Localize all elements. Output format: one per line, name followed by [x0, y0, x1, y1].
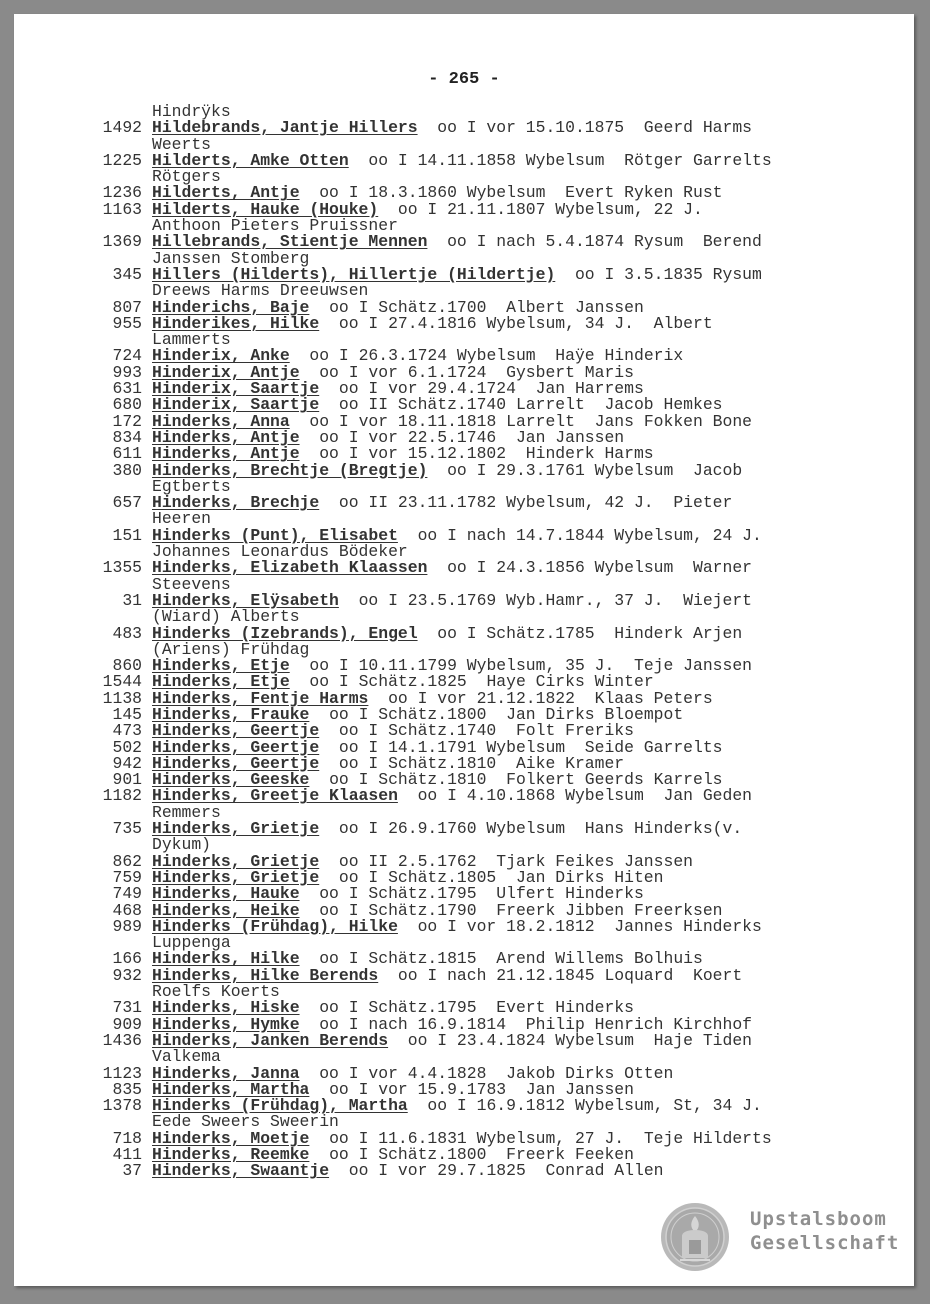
- entry-text: [152, 788, 752, 804]
- entry-number: 1236: [102, 183, 142, 203]
- entry-person-name: Hinderks, Swaantje: [152, 1161, 330, 1181]
- entry-person-name: Hilderts, Antje: [152, 183, 300, 203]
- entry-number: 1225: [102, 150, 142, 170]
- entry-number: 473: [112, 721, 142, 741]
- society-name-line1: Upstalsboom: [750, 1208, 887, 1230]
- entry-person-name: Hinderks, Hilke Berends: [152, 965, 379, 985]
- entry-number: 657: [112, 493, 142, 513]
- seal-icon: [660, 1202, 730, 1272]
- entry-marriage-details: oo I 10.11.1799 Wybelsum, 35 J. Teje Janssen: [289, 656, 753, 676]
- entry-person-name: Hinderks, Elÿsabeth: [152, 590, 339, 610]
- entry-marriage-details: Janssen Stomberg: [152, 248, 310, 268]
- entry-marriage-details: Anthoon Pieters Pruissner: [152, 216, 398, 236]
- entry-marriage-details: oo I nach 14.7.1844 Wybelsum, 24 J.: [397, 525, 762, 545]
- entry-number: 993: [112, 362, 142, 382]
- entry-number: 411: [112, 1145, 142, 1164]
- entry-number: 901: [112, 770, 142, 790]
- entry-number: 932: [112, 965, 142, 985]
- entry-marriage-details: oo II Schätz.1740 Larrelt Jacob Hemkes: [319, 395, 723, 415]
- entry-marriage-details: oo I Schätz.1790 Freerk Jibben Freerksen: [299, 900, 723, 920]
- entry-number: 834: [112, 427, 142, 447]
- entry-person-name: Hinderks, Hiske: [152, 998, 300, 1018]
- entry-text: [152, 460, 743, 480]
- entry-number: 631: [112, 379, 142, 399]
- entry-person-name: Hinderks, Geeske: [152, 770, 310, 790]
- entry-marriage-details: Roelfs Koerts: [152, 982, 280, 1002]
- entry-marriage-details: oo I 27.4.1816 Wybelsum, 34 J. Albert: [319, 313, 713, 333]
- entry-person-name: Hinderks, Grietje: [152, 867, 320, 887]
- entry-person-name: Hinderks (Punt), Elisabet: [152, 525, 398, 545]
- entry-person-name: Hinderix, Antje: [152, 362, 300, 382]
- entry-person-name: Hinderks (Frühdag), Hilke: [152, 916, 398, 936]
- page-number: - 265 -: [428, 70, 500, 89]
- entry-person-name: Hinderks, Etje: [152, 656, 290, 676]
- entry-number: 1355: [102, 558, 142, 578]
- entry-person-name: Hinderks, Etje: [152, 672, 290, 692]
- entry-marriage-details: oo I Schätz.1825 Haye Cirks Winter: [289, 672, 654, 692]
- entry-person-name: Hinderks (Izebrands), Engel: [152, 623, 418, 643]
- entry-marriage-details: oo I nach 5.4.1874 Rysum Berend: [427, 232, 762, 252]
- entry-marriage-details: Weerts: [152, 134, 212, 154]
- entry-person-name: Hinderks, Grietje: [152, 851, 320, 871]
- entry-person-name: Hinderks, Moetje: [152, 1128, 310, 1148]
- entry-marriage-details: Valkema: [152, 1047, 221, 1067]
- entry-number: 862: [112, 851, 142, 871]
- entry-person-name: Hinderks, Geertje: [152, 737, 320, 757]
- entry-text: [152, 1030, 753, 1050]
- entry-number: 759: [112, 867, 142, 887]
- entry-number: 749: [112, 884, 142, 904]
- entry-person-name: Hildebrands, Jantje Hillers: [152, 118, 418, 138]
- entry-text: [152, 150, 772, 170]
- entry-marriage-details: oo I vor 18.11.1818 Larrelt Jans Fokken Bone: [289, 411, 753, 431]
- entry-marriage-details: oo I nach 16.9.1814 Philip Henrich Kirchhof: [299, 1014, 753, 1034]
- entry-marriage-details: oo I vor 6.1.1724 Gysbert Maris: [299, 362, 634, 382]
- entry-marriage-details: oo I Schätz.1740 Folt Freriks: [319, 721, 634, 741]
- entry-number: 718: [112, 1128, 142, 1148]
- entry-text: [152, 495, 732, 511]
- entry-number: 1544: [102, 672, 142, 692]
- entry-marriage-details: oo I 4.10.1868 Wybelsum Jan Geden: [397, 786, 753, 806]
- entry-number: 1163: [102, 199, 142, 219]
- entry-marriage-details: Dreews Harms Dreeuwsen: [152, 281, 369, 301]
- entry-marriage-details: oo I nach 21.12.1845 Loquard Koert: [378, 965, 743, 985]
- entry-person-name: Hinderks, Brechje: [152, 493, 320, 513]
- entry-person-name: Hinderks, Geertje: [152, 721, 320, 741]
- entry-number: 1492: [102, 118, 142, 138]
- entry-marriage-details: Rötgers: [152, 167, 221, 187]
- entry-marriage-details: oo II 2.5.1762 Tjark Feikes Janssen: [319, 851, 693, 871]
- entry-number: 909: [112, 1014, 142, 1034]
- entry-text: [152, 916, 762, 936]
- entry-text: [152, 821, 742, 837]
- entry-marriage-details: oo I 26.3.1724 Wybelsum Haÿe Hinderix: [289, 346, 684, 366]
- entry-number: 860: [112, 656, 142, 676]
- entry-marriage-details: Johannes Leonardus Bödeker: [152, 542, 408, 562]
- entry-marriage-details: oo I 11.6.1831 Wybelsum, 27 J. Teje Hilderts: [309, 1128, 772, 1148]
- entry-marriage-details: Hindrÿks: [152, 102, 231, 121]
- entry-number: 1436: [102, 1030, 142, 1050]
- entry-number: 680: [112, 395, 142, 415]
- entry-number: 955: [112, 313, 142, 333]
- entry-person-name: Hinderix, Anke: [152, 346, 290, 366]
- entry-marriage-details: oo I Schätz.1800 Freerk Feeken: [309, 1145, 634, 1164]
- entry-marriage-details: Dykum): [152, 835, 212, 855]
- entry-person-name: Hinderks, Geertje: [152, 753, 320, 773]
- entry-marriage-details: oo I 14.1.1791 Wybelsum Seide Garrelts: [319, 737, 723, 757]
- entry-person-name: Hilderts, Hauke (Houke): [152, 199, 379, 219]
- entry-person-name: Hinderks, Grietje: [152, 819, 320, 839]
- entry-person-name: Hinderks, Fentje Harms: [152, 688, 369, 708]
- entry-marriage-details: oo I 24.3.1856 Wybelsum Warner: [427, 558, 753, 578]
- entry-marriage-details: Eede Sweers Sweerin: [152, 1112, 339, 1132]
- entry-person-name: Hinderks, Elizabeth Klaassen: [152, 558, 428, 578]
- entry-person-name: Hinderks, Antje: [152, 427, 300, 447]
- entry-marriage-details: oo I 14.11.1858 Wybelsum Rötger Garrelts: [348, 150, 772, 170]
- entry-marriage-details: oo I Schätz.1795 Ulfert Hinderks: [299, 884, 644, 904]
- entry-person-name: Hinderks, Antje: [152, 444, 300, 464]
- entry-number: 468: [112, 900, 142, 920]
- entry-marriage-details: oo I Schätz.1810 Aike Kramer: [319, 753, 625, 773]
- entry-person-name: Hinderks, Frauke: [152, 704, 310, 724]
- entry-marriage-details: oo I vor 15.9.1783 Jan Janssen: [309, 1079, 634, 1099]
- entry-text: [152, 560, 752, 576]
- entry-text: [152, 120, 752, 136]
- entry-number: 37: [122, 1161, 142, 1181]
- entry-marriage-details: Heeren: [152, 509, 212, 529]
- entry-number: 731: [112, 998, 142, 1018]
- entry-person-name: Hinderks, Hymke: [152, 1014, 300, 1034]
- entry-person-name: Hinderikes, Hilke: [152, 313, 320, 333]
- entry-marriage-details: oo I 18.3.1860 Wybelsum Evert Ryken Rust: [299, 183, 723, 203]
- entry-marriage-details: Remmers: [152, 802, 221, 822]
- entry-person-name: Hinderks, Brechtje (Bregtje): [152, 460, 428, 480]
- entry-person-name: Hinderix, Saartje: [152, 379, 320, 399]
- entry-number: 166: [112, 949, 142, 969]
- entry-person-name: Hinderks, Anna: [152, 411, 290, 431]
- entry-text: [152, 313, 713, 333]
- entry-marriage-details: oo I vor 29.7.1825 Conrad Allen: [329, 1161, 664, 1181]
- entry-marriage-details: oo I vor 4.4.1828 Jakob Dirks Otten: [299, 1063, 674, 1083]
- entry-number: 1138: [102, 688, 142, 708]
- entry-person-name: Hinderichs, Baje: [152, 297, 310, 317]
- entry-marriage-details: oo I 21.11.1807 Wybelsum, 22 J.: [378, 199, 703, 219]
- entry-person-name: Hinderks, Janna: [152, 1063, 300, 1083]
- entry-marriage-details: Lammerts: [152, 330, 231, 350]
- entry-person-name: Hinderks, Hilke: [152, 949, 300, 969]
- entry-marriage-details: oo I vor 29.4.1724 Jan Harrems: [319, 379, 644, 399]
- entry-number: 942: [112, 753, 142, 773]
- entry-marriage-details: oo I vor 15.12.1802 Hinderk Harms: [299, 444, 654, 464]
- entry-person-name: Hinderks, Hauke: [152, 884, 300, 904]
- entry-marriage-details: oo I 23.4.1824 Wybelsum Haje Tiden: [388, 1030, 753, 1050]
- entry-person-name: Hillebrands, Stientje Mennen: [152, 232, 428, 252]
- entry-person-name: Hilderts, Amke Otten: [152, 150, 349, 170]
- entry-marriage-details: (Ariens) Frühdag: [152, 639, 310, 659]
- entry-person-name: Hinderks, Martha: [152, 1079, 310, 1099]
- entry-marriage-details: oo II 23.11.1782 Wybelsum, 42 J. Pieter: [319, 493, 733, 513]
- entry-marriage-details: oo I 3.5.1835 Rysum: [555, 264, 762, 284]
- entry-number: 380: [112, 460, 142, 480]
- entry-marriage-details: oo I Schätz.1815 Arend Willems Bolhuis: [299, 949, 703, 969]
- entry-marriage-details: oo I Schätz.1810 Folkert Geerds Karrels: [309, 770, 723, 790]
- entry-number: 989: [112, 916, 142, 936]
- entry-person-name: Hinderks, Janken Berends: [152, 1030, 389, 1050]
- entry-number: 502: [112, 737, 142, 757]
- entry-person-name: Hillers (Hilderts), Hillertje (Hildertje): [152, 264, 556, 284]
- society-stamp: [660, 1202, 900, 1276]
- entry-marriage-details: oo I vor 18.2.1812 Jannes Hinderks: [397, 916, 762, 936]
- entry-marriage-details: oo I Schätz.1700 Albert Janssen: [309, 297, 644, 317]
- entry-marriage-details: oo I 16.9.1812 Wybelsum, St, 34 J.: [407, 1096, 762, 1116]
- entry-number: 145: [112, 704, 142, 724]
- entry-list: [74, 104, 864, 1180]
- entry-number: 724: [112, 346, 142, 366]
- entry-marriage-details: oo I Schätz.1785 Hinderk Arjen: [417, 623, 743, 643]
- entry-number: 345: [112, 264, 142, 284]
- entry-number: 483: [112, 623, 142, 643]
- entry-person-name: Hinderix, Saartje: [152, 395, 320, 415]
- entry-marriage-details: oo I vor 22.5.1746 Jan Janssen: [299, 427, 625, 447]
- entry-person-name: Hinderks, Reemke: [152, 1145, 310, 1164]
- entry-number: 1123: [102, 1063, 142, 1083]
- entry-marriage-details: oo I 23.5.1769 Wyb.Hamr., 37 J. Wiejert: [338, 590, 753, 610]
- entry-person-name: Hinderks (Frühdag), Martha: [152, 1096, 408, 1116]
- entry-marriage-details: oo I Schätz.1795 Evert Hinderks: [299, 998, 634, 1018]
- entry-number: 172: [112, 411, 142, 431]
- entry-number: 807: [112, 297, 142, 317]
- entry-number: 835: [112, 1079, 142, 1099]
- entry-number: 611: [112, 444, 142, 464]
- document-page: [14, 14, 914, 1286]
- entry-number: 1378: [102, 1096, 142, 1116]
- entry-marriage-details: oo I vor 15.10.1875 Geerd Harms: [417, 118, 753, 138]
- entry-person-name: Hinderks, Heike: [152, 900, 300, 920]
- entry-number: 31: [122, 590, 142, 610]
- entry-number: 735: [112, 819, 142, 839]
- entry-marriage-details: oo I 29.3.1761 Wybelsum Jacob: [427, 460, 743, 480]
- entry-text: [152, 1163, 664, 1179]
- entry-person-name: Hinderks, Greetje Klaasen: [152, 786, 398, 806]
- entry-number: 151: [112, 525, 142, 545]
- entry-number: 1182: [102, 786, 142, 806]
- entry-marriage-details: Steevens: [152, 574, 231, 594]
- entry-marriage-details: oo I Schätz.1805 Jan Dirks Hiten: [319, 867, 664, 887]
- entry-marriage-details: (Wiard) Alberts: [152, 607, 300, 627]
- entry-marriage-details: oo I 26.9.1760 Wybelsum Hans Hinderks(v.: [319, 819, 743, 839]
- entry-marriage-details: Luppenga: [152, 933, 231, 953]
- society-name-line2: Gesellschaft: [750, 1232, 900, 1254]
- entry-line: [74, 1163, 864, 1179]
- entry-marriage-details: oo I vor 21.12.1822 Klaas Peters: [368, 688, 713, 708]
- entry-marriage-details: oo I Schätz.1800 Jan Dirks Bloempot: [309, 704, 684, 724]
- entry-marriage-details: Egtberts: [152, 476, 231, 496]
- entry-number: 1369: [102, 232, 142, 252]
